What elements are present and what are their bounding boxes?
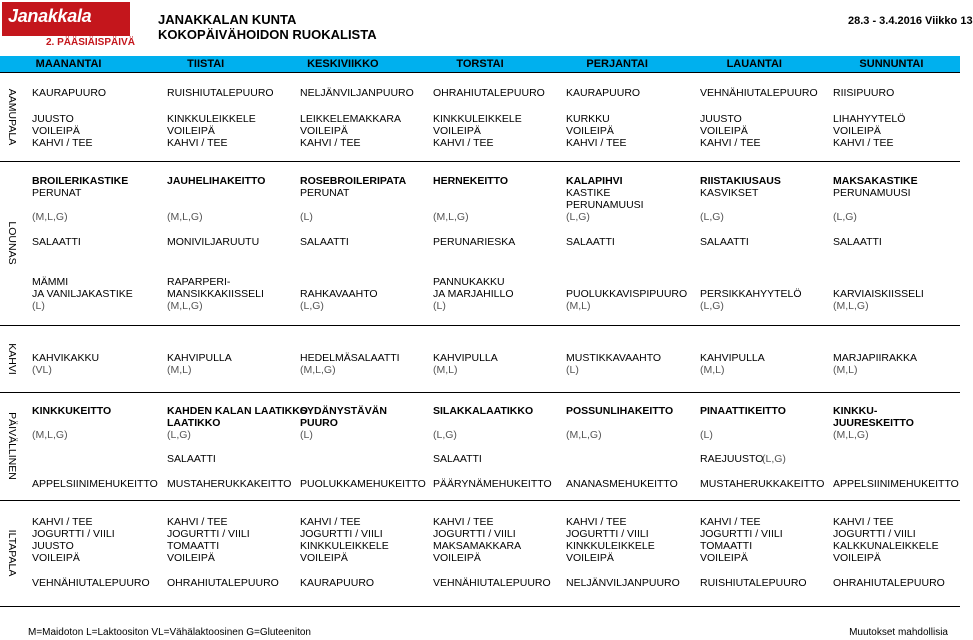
evening-drink: KAHVI / TEE <box>32 516 93 528</box>
breakfast-bread: VOILEIPÄ <box>700 125 748 137</box>
dinner-diet-code: (L,G) <box>433 429 457 441</box>
evening-bread: VOILEIPÄ <box>32 552 80 564</box>
dinner-extra: SALAATTI <box>167 453 216 465</box>
lunch-side: KASTIKE <box>566 187 611 199</box>
coffee-item: MUSTIKKAVAAHTO <box>566 352 662 364</box>
breakfast-drink: KAHVI / TEE <box>300 137 361 149</box>
lunch-main-dish: RIISTAKIUSAUS <box>700 175 781 187</box>
breakfast-porridge: NELJÄNVILJANPUURO <box>300 87 414 99</box>
evening-yogurt: JOGURTTI / VIILI <box>300 528 383 540</box>
lunch-dessert-line2: KARVIAISKIISSELI <box>833 288 924 300</box>
breakfast-drink: KAHVI / TEE <box>833 137 894 149</box>
breakfast-bread: VOILEIPÄ <box>566 125 614 137</box>
dinner-diet-code: (M,L,G) <box>566 429 602 441</box>
lunch-dessert-diet-code: (M,L,G) <box>167 300 203 312</box>
dinner-diet-code: (L,G) <box>167 429 191 441</box>
breakfast-topping: JUUSTO <box>32 113 74 125</box>
dinner-dessert: APPELSIINIMEHUKEITTO <box>32 478 158 490</box>
section-divider <box>0 161 960 162</box>
dinner-dessert: PUOLUKKAMEHUKEITTO <box>300 478 426 490</box>
breakfast-bread: VOILEIPÄ <box>32 125 80 137</box>
evening-drink: KAHVI / TEE <box>433 516 494 528</box>
lunch-dessert-diet-code: (M,L) <box>566 300 591 312</box>
dinner-main-dish: KINKKUKEITTO <box>32 405 112 417</box>
coffee-diet-code: (M,L) <box>167 364 192 376</box>
day-header-friday: PERJANTAI <box>586 58 648 70</box>
evening-yogurt: JOGURTTI / VIILI <box>566 528 649 540</box>
lunch-main-dish: ROSEBROILERIPATA <box>300 175 407 187</box>
evening-topping: TOMAATTI <box>167 540 220 552</box>
evening-topping: JUUSTO <box>32 540 74 552</box>
lunch-side: PERUNAT <box>32 187 82 199</box>
lunch-diet-code: (M,L,G) <box>433 211 469 223</box>
lunch-dessert: RAPARPERI- <box>167 276 231 288</box>
breakfast-drink: KAHVI / TEE <box>433 137 494 149</box>
day-header-saturday: LAUANTAI <box>726 58 782 70</box>
lunch-side-extra: PERUNAMUUSI <box>566 199 644 211</box>
breakfast-bread: VOILEIPÄ <box>433 125 481 137</box>
lunch-diet-code: (L) <box>300 211 313 223</box>
lunch-dessert-diet-code: (L,G) <box>700 300 724 312</box>
coffee-diet-code: (L) <box>566 364 579 376</box>
dinner-main-dish: PINAATTIKEITTO <box>700 405 786 417</box>
lunch-dessert-diet-code: (L) <box>32 300 45 312</box>
evening-bread: VOILEIPÄ <box>433 552 481 564</box>
lunch-diet-code: (L,G) <box>833 211 857 223</box>
breakfast-porridge: KAURAPUURO <box>566 87 641 99</box>
evening-topping: KINKKULEIKKELE <box>300 540 389 552</box>
day-header-monday: MAANANTAI <box>35 58 102 70</box>
evening-topping: KINKKULEIKKELE <box>566 540 655 552</box>
evening-porridge: OHRAHIUTALEPUURO <box>833 577 945 589</box>
evening-bread: VOILEIPÄ <box>833 552 881 564</box>
evening-yogurt: JOGURTTI / VIILI <box>433 528 516 540</box>
coffee-item: HEDELMÄSALAATTI <box>300 352 400 364</box>
coffee-diet-code: (M,L,G) <box>300 364 336 376</box>
section-divider <box>0 606 960 607</box>
breakfast-porridge: VEHNÄHIUTALEPUURO <box>700 87 818 99</box>
day-header-tuesday: TIISTAI <box>187 58 225 70</box>
lunch-salad: SALAATTI <box>700 236 749 248</box>
section-label-paivallinen: PÄIVÄLLINEN <box>6 412 18 480</box>
dinner-main-dish-line2: JUURESKEITTO <box>833 417 914 429</box>
lunch-salad: SALAATTI <box>566 236 615 248</box>
evening-porridge: VEHNÄHIUTALEPUURO <box>32 577 150 589</box>
coffee-diet-code: (M,L) <box>433 364 458 376</box>
evening-porridge: VEHNÄHIUTALEPUURO <box>433 577 551 589</box>
day-header-wednesday: KESKIVIIKKO <box>307 58 379 70</box>
breakfast-drink: KAHVI / TEE <box>167 137 228 149</box>
logo-text: Janakkala <box>8 6 92 26</box>
lunch-salad: MONIVILJARUUTU <box>167 236 260 248</box>
evening-bread: VOILEIPÄ <box>566 552 614 564</box>
breakfast-topping: LEIKKELEMAKKARA <box>300 113 401 125</box>
coffee-diet-code: (M,L) <box>833 364 858 376</box>
dinner-main-dish: SYDÄNYSTÄVÄN <box>300 405 387 417</box>
lunch-diet-code: (M,L,G) <box>167 211 203 223</box>
lunch-salad: SALAATTI <box>833 236 882 248</box>
evening-porridge: OHRAHIUTALEPUURO <box>167 577 279 589</box>
evening-drink: KAHVI / TEE <box>700 516 761 528</box>
lunch-side: PERUNAT <box>300 187 350 199</box>
breakfast-topping: KINKKULEIKKELE <box>167 113 256 125</box>
lunch-diet-code: (M,L,G) <box>32 211 68 223</box>
dinner-main-dish: KAHDEN KALAN LAATIKKO <box>167 405 308 417</box>
section-divider <box>0 392 960 393</box>
evening-topping: KALKKUNALEIKKELE <box>833 540 939 552</box>
dinner-extra: SALAATTI <box>433 453 482 465</box>
evening-bread: VOILEIPÄ <box>167 552 215 564</box>
dinner-main-dish: SILAKKALAATIKKO <box>433 405 534 417</box>
section-divider <box>0 325 960 326</box>
lunch-dessert-diet-code: (M,L,G) <box>833 300 869 312</box>
section-label-lounas: LOUNAS <box>6 221 18 265</box>
dinner-dessert: MUSTAHERUKKAKEITTO <box>700 478 825 490</box>
breakfast-drink: KAHVI / TEE <box>700 137 761 149</box>
lunch-diet-code: (L,G) <box>566 211 590 223</box>
evening-drink: KAHVI / TEE <box>566 516 627 528</box>
section-divider <box>0 72 960 73</box>
janakkala-logo <box>2 2 135 48</box>
weekday-bar <box>0 56 960 72</box>
coffee-diet-code: (VL) <box>32 364 52 376</box>
breakfast-porridge: KAURAPUURO <box>32 87 107 99</box>
evening-yogurt: JOGURTTI / VIILI <box>700 528 783 540</box>
lunch-main-dish: JAUHELIHAKEITTO <box>167 175 266 187</box>
lunch-dessert-line2: PERSIKKAHYYTELÖ <box>700 288 802 300</box>
menu-title: KOKOPÄIVÄHOIDON RUOKALISTA <box>158 27 377 42</box>
breakfast-topping: JUUSTO <box>700 113 742 125</box>
lunch-dessert-line2: RAHKAVAAHTO <box>300 288 378 300</box>
section-label-aamupala: AAMUPALA <box>6 88 18 145</box>
dinner-dessert: MUSTAHERUKKAKEITTO <box>167 478 292 490</box>
coffee-item: KAHVIPULLA <box>433 352 498 364</box>
breakfast-topping: KINKKULEIKKELE <box>433 113 522 125</box>
breakfast-porridge: RUISHIUTALEPUURO <box>167 87 274 99</box>
holiday-label: 2. PÄÄSIÄISPÄIVÄ <box>46 37 135 48</box>
coffee-item: KAHVIPULLA <box>700 352 765 364</box>
evening-yogurt: JOGURTTI / VIILI <box>833 528 916 540</box>
evening-drink: KAHVI / TEE <box>833 516 894 528</box>
lunch-main-dish: BROILERIKASTIKE <box>32 175 129 187</box>
lunch-dessert: PANNUKAKKU <box>433 276 505 288</box>
evening-drink: KAHVI / TEE <box>300 516 361 528</box>
coffee-item: KAHVIPULLA <box>167 352 232 364</box>
evening-bread: VOILEIPÄ <box>700 552 748 564</box>
evening-topping: TOMAATTI <box>700 540 753 552</box>
day-header-thursday: TORSTAI <box>456 58 504 70</box>
dinner-diet-code: (M,L,G) <box>32 429 68 441</box>
lunch-salad: SALAATTI <box>300 236 349 248</box>
evening-porridge: KAURAPUURO <box>300 577 375 589</box>
dinner-dessert: ANANASMEHUKEITTO <box>566 478 678 490</box>
lunch-side: PERUNAMUUSI <box>833 187 911 199</box>
dinner-diet-code: (M,L,G) <box>833 429 869 441</box>
dinner-dessert: APPELSIINIMEHUKEITTO <box>833 478 959 490</box>
breakfast-drink: KAHVI / TEE <box>566 137 627 149</box>
dinner-main-dish-line2: LAATIKKO <box>167 417 221 429</box>
lunch-main-dish: KALAPIHVI <box>566 175 623 187</box>
day-header-sunday: SUNNUNTAI <box>859 58 924 70</box>
dinner-diet-code: (L) <box>300 429 313 441</box>
lunch-dessert-diet-code: (L,G) <box>300 300 324 312</box>
evening-yogurt: JOGURTTI / VIILI <box>167 528 250 540</box>
logo-box <box>2 2 130 36</box>
breakfast-porridge: RIISIPUURO <box>833 87 895 99</box>
evening-topping: MAKSAMAKKARA <box>433 540 522 552</box>
evening-drink: KAHVI / TEE <box>167 516 228 528</box>
lunch-main-dish: HERNEKEITTO <box>433 175 509 187</box>
lunch-dessert-line2: JA VANILJAKASTIKE <box>32 288 133 300</box>
coffee-item: KAHVIKAKKU <box>32 352 100 364</box>
section-label-iltapala: ILTAPALA <box>6 529 18 577</box>
breakfast-porridge: OHRAHIUTALEPUURO <box>433 87 545 99</box>
dinner-diet-code: (L) <box>700 429 713 441</box>
evening-bread: VOILEIPÄ <box>300 552 348 564</box>
breakfast-topping: KURKKU <box>566 113 610 125</box>
breakfast-bread: VOILEIPÄ <box>300 125 348 137</box>
section-divider <box>0 500 960 501</box>
dinner-main-dish: POSSUNLIHAKEITTO <box>566 405 674 417</box>
lunch-side: KASVIKSET <box>700 187 759 199</box>
breakfast-topping: LIHAHYYTELÖ <box>833 113 906 125</box>
lunch-diet-code: (L,G) <box>700 211 724 223</box>
breakfast-bread: VOILEIPÄ <box>167 125 215 137</box>
dinner-main-dish: KINKKU- <box>833 405 878 417</box>
lunch-salad: PERUNARIESKA <box>433 236 516 248</box>
municipality-title: JANAKKALAN KUNTA <box>158 12 297 27</box>
changes-note: Muutokset mahdollisia <box>849 627 948 638</box>
lunch-dessert-line2: MANSIKKAKIISSELI <box>167 288 264 300</box>
breakfast-bread: VOILEIPÄ <box>833 125 881 137</box>
section-label-kahvi: KAHVI <box>6 342 18 375</box>
dinner-dessert: PÄÄRYNÄMEHUKEITTO <box>433 478 552 490</box>
coffee-diet-code: (M,L) <box>700 364 725 376</box>
coffee-item: MARJAPIIRAKKA <box>833 352 918 364</box>
lunch-salad: SALAATTI <box>32 236 81 248</box>
lunch-dessert-line2: JA MARJAHILLO <box>433 288 514 300</box>
evening-yogurt: JOGURTTI / VIILI <box>32 528 115 540</box>
evening-porridge: RUISHIUTALEPUURO <box>700 577 807 589</box>
dinner-main-dish-line2: PUURO <box>300 417 338 429</box>
lunch-dessert: MÄMMI <box>32 276 69 288</box>
diet-legend: M=Maidoton L=Laktoositon VL=Vähälaktoosinen G=Gluteeniton <box>28 627 311 638</box>
breakfast-drink: KAHVI / TEE <box>32 137 93 149</box>
dinner-extra: RAEJUUSTO <box>700 453 764 465</box>
lunch-dessert-diet-code: (L) <box>433 300 446 312</box>
evening-porridge: NELJÄNVILJANPUURO <box>566 577 680 589</box>
dinner-extra-diet-code: (L,G) <box>762 453 786 465</box>
week-date: 28.3 - 3.4.2016 Viikko 13 <box>848 15 973 27</box>
lunch-dessert-line2: PUOLUKKAVISPIPUURO <box>566 288 688 300</box>
lunch-main-dish: MAKSAKASTIKE <box>833 175 918 187</box>
